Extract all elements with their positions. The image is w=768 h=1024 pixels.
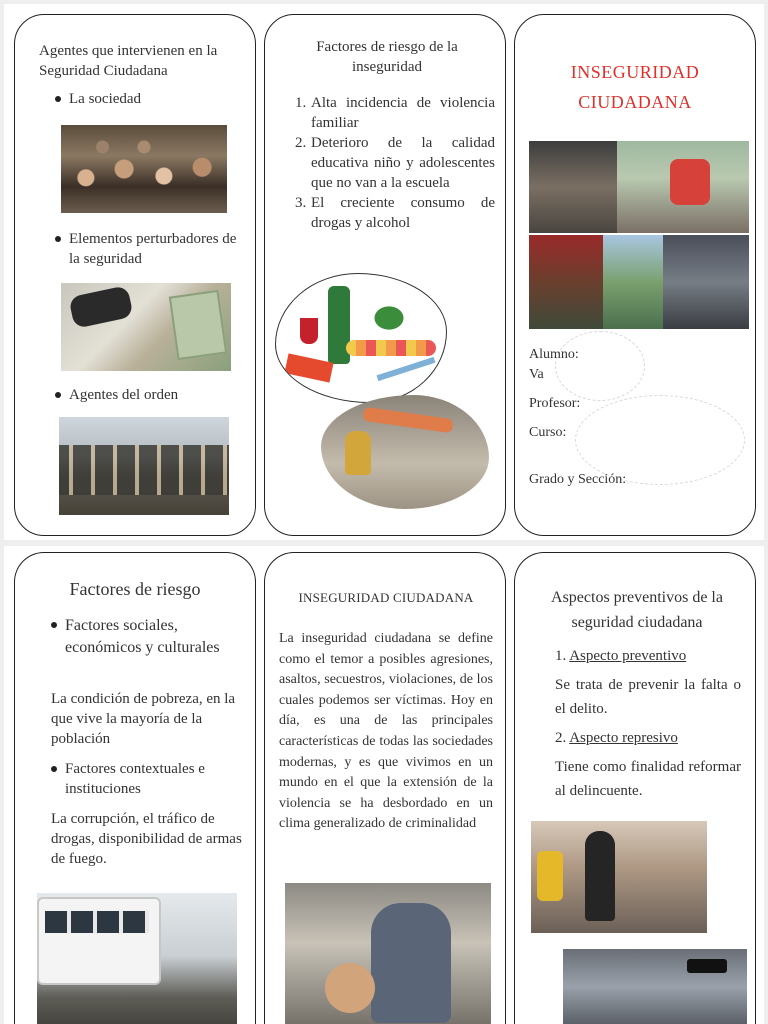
panel-agentes — [14, 14, 256, 536]
field-alumno: Alumno: — [529, 347, 579, 362]
street-assault-photo — [531, 821, 707, 933]
pills-icon — [346, 340, 436, 356]
risk-list — [295, 93, 495, 233]
definition-text: La inseguridad ciudadana se define como el temor a posibles agresiones, asaltos, secuestros, violaciones, de los cuales podemos ser víctimas. Hoy en día, es una de las principales características de todas las sociedades modernas, y es que vivimos en un mundo en el que la extensión de la violencia se ha desbordado en un clima generalizado de criminalidad — [279, 631, 493, 832]
redaction-scribble — [555, 331, 645, 401]
cover-title: INSEGURIDAD CIUDADANA — [570, 62, 700, 112]
bullet-icon — [51, 766, 57, 772]
street-child-photo — [321, 395, 489, 509]
bullet-item — [55, 229, 245, 269]
crime-photo — [529, 141, 617, 233]
arrest-photo — [37, 893, 237, 1024]
field-va: Va — [529, 367, 544, 382]
aspect-heading-1: 1. Aspecto preventivo — [555, 648, 687, 664]
aspect-text-2: Tiene como finalidad reformar al delincuente. — [555, 759, 741, 799]
panel-factores-inseguridad — [264, 14, 506, 536]
crime-photo — [603, 235, 663, 329]
bullet-text: Agentes del orden — [69, 387, 179, 403]
bullet-icon — [51, 622, 57, 628]
panel-title: Agentes que intervienen en la Seguridad Ciudadana — [39, 43, 218, 79]
bullet-text: Elementos perturbadores de la seguridad — [69, 231, 237, 267]
field-profesor: Profesor: — [529, 396, 581, 411]
field-curso: Curso: — [529, 425, 567, 440]
syringe-icon — [377, 357, 436, 381]
police-parade-photo — [59, 417, 229, 515]
bottom-sheet — [4, 546, 764, 1024]
crowd-photo — [61, 125, 227, 213]
crime-photo — [617, 141, 749, 233]
bullet-icon — [55, 392, 61, 398]
crime-photo — [529, 235, 603, 329]
list-item: 1. Alta incidencia de violencia familiar — [295, 95, 495, 131]
crime-photo — [663, 235, 749, 329]
top-sheet — [4, 4, 764, 540]
panel-title: Factores de riesgo de la inseguridad — [316, 39, 458, 75]
bullet-icon — [55, 96, 61, 102]
bullet-item — [55, 385, 245, 405]
cigarette-box-icon — [284, 353, 333, 382]
money-bribe-photo — [61, 283, 231, 371]
panel-title: Aspectos preventivos de la seguridad ciudadana — [551, 589, 723, 631]
list-item: 2. Deterioro de la calidad educativa niño y adolescentes que no van a la escuela — [295, 135, 495, 191]
bullet-text: La sociedad — [69, 91, 142, 107]
bullet-item — [55, 89, 245, 109]
bullet-item: Factores sociales, económicos y culturales — [51, 615, 247, 659]
gun-threat-photo — [563, 949, 747, 1024]
list-item: 3. El creciente consumo de drogas y alcohol — [295, 195, 495, 231]
bullet-icon — [55, 236, 61, 242]
panel-title: INSEGURIDAD CIUDADANA — [298, 590, 474, 605]
paragraph: La condición de pobreza, en la que vive la mayoría de la población — [51, 691, 236, 747]
panel-cover — [514, 14, 756, 536]
field-grado-seccion: Grado y Sección: — [529, 472, 627, 487]
panel-factores-riesgo — [14, 552, 256, 1024]
wine-glass-icon — [300, 318, 318, 344]
bullet-item: Factores contextuales e instituciones — [51, 759, 247, 799]
aspect-text-1: Se trata de prevenir la falta o el delito. — [555, 677, 741, 717]
paragraph: La corrupción, el tráfico de drogas, disponibilidad de armas de fuego. — [51, 811, 242, 867]
robbery-photo — [285, 883, 491, 1024]
aspect-heading-2: 2. Aspecto represivo — [555, 730, 678, 746]
panel-title: Factores de riesgo — [69, 579, 201, 599]
drugs-alcohol-illustration — [275, 273, 447, 403]
panel-definicion — [264, 552, 506, 1024]
panel-aspectos-preventivos — [514, 552, 756, 1024]
leaf-icon — [364, 298, 414, 338]
